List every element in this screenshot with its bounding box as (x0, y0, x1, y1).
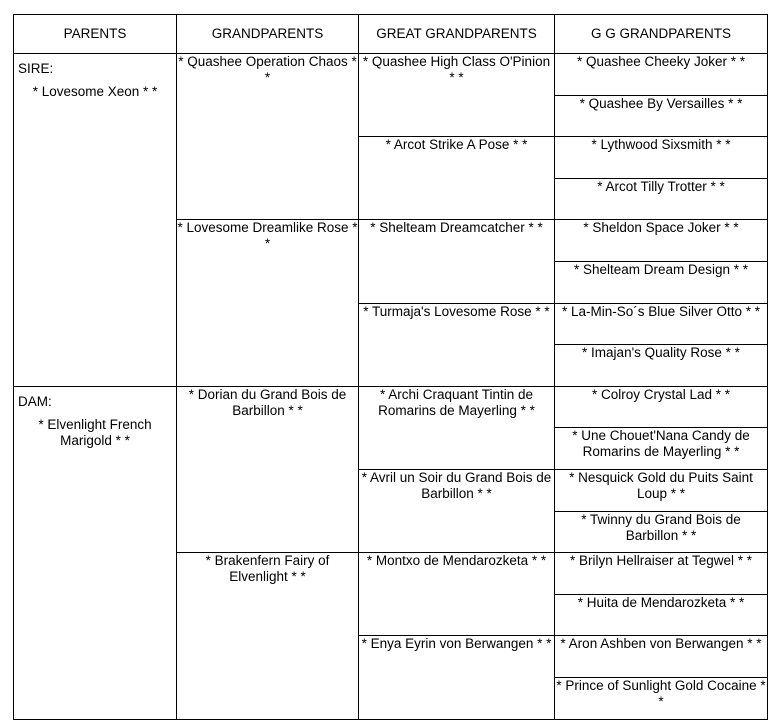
gg-grandparent: * Huita de Mendarozketa * * (555, 594, 768, 636)
dam-name: * Elvenlight French Marigold * * (38, 416, 152, 448)
great-grandparent: * Quashee High Class O'Pinion * * (359, 54, 555, 137)
great-grandparent: * Shelteam Dreamcatcher * * (359, 220, 555, 303)
header-great-grandparents: GREAT GRANDPARENTS (359, 15, 555, 54)
dam-cell (14, 386, 177, 719)
great-grandparent: * Avril un Soir du Grand Bois de Barbillon * * (359, 469, 555, 552)
gg-grandparent: * Colroy Crystal Lad * * (555, 386, 768, 428)
gg-grandparent: * Sheldon Space Joker * * (555, 220, 768, 262)
gg-grandparent: * Nesquick Gold du Puits Saint Loup * * (555, 469, 768, 511)
grandparent: * Lovesome Dreamlike Rose * * (177, 220, 359, 386)
gg-grandparent: * Quashee Cheeky Joker * * (555, 54, 768, 96)
great-grandparent: * Turmaja's Lovesome Rose * * (359, 303, 555, 386)
grandparent: * Quashee Operation Chaos * * (177, 54, 359, 220)
great-grandparent: * Archi Craquant Tintin de Romarins de Mayerling * * (359, 386, 555, 469)
grandparent: * Dorian du Grand Bois de Barbillon * * (177, 386, 359, 552)
gg-grandparent: * Twinny du Grand Bois de Barbillon * * (555, 511, 768, 553)
great-grandparent: * Montxo de Mendarozketa * * (359, 553, 555, 636)
sire-name: * Lovesome Xeon * * (32, 84, 158, 99)
gg-grandparent: * Brilyn Hellraiser at Tegwel * * (555, 553, 768, 595)
header-grandparents: GRANDPARENTS (177, 15, 359, 54)
great-grandparent: * Arcot Strike A Pose * * (359, 137, 555, 220)
sire-cell (14, 54, 177, 387)
gg-grandparent: * Quashee By Versailles * * (555, 95, 768, 137)
gg-grandparent: * Prince of Sunlight Gold Cocaine * * (555, 677, 768, 719)
gg-grandparent: * Shelteam Dream Design * * (555, 261, 768, 303)
gg-grandparent: * Imajan's Quality Rose * * (555, 345, 768, 387)
grandparent: * Brakenfern Fairy of Elvenlight * * (177, 553, 359, 719)
dam-label: DAM: (18, 393, 52, 409)
gg-grandparent: * Arcot Tilly Trotter * * (555, 178, 768, 220)
gg-grandparent: * Aron Ashben von Berwangen * * (555, 636, 768, 678)
sire-label: SIRE: (18, 61, 54, 76)
pedigree-wrapper (13, 14, 767, 718)
gg-grandparent: * Lythwood Sixsmith * * (555, 137, 768, 179)
header-gg-grandparents: G G GRANDPARENTS (555, 15, 768, 54)
header-parents: PARENTS (14, 15, 177, 54)
gg-grandparent: * La-Min-So´s Blue Silver Otto * * (555, 303, 768, 345)
gg-grandparent: * Une Chouet'Nana Candy de Romarins de Mayerling * * (555, 428, 768, 470)
great-grandparent: * Enya Eyrin von Berwangen * * (359, 636, 555, 719)
pedigree-table (13, 14, 768, 720)
